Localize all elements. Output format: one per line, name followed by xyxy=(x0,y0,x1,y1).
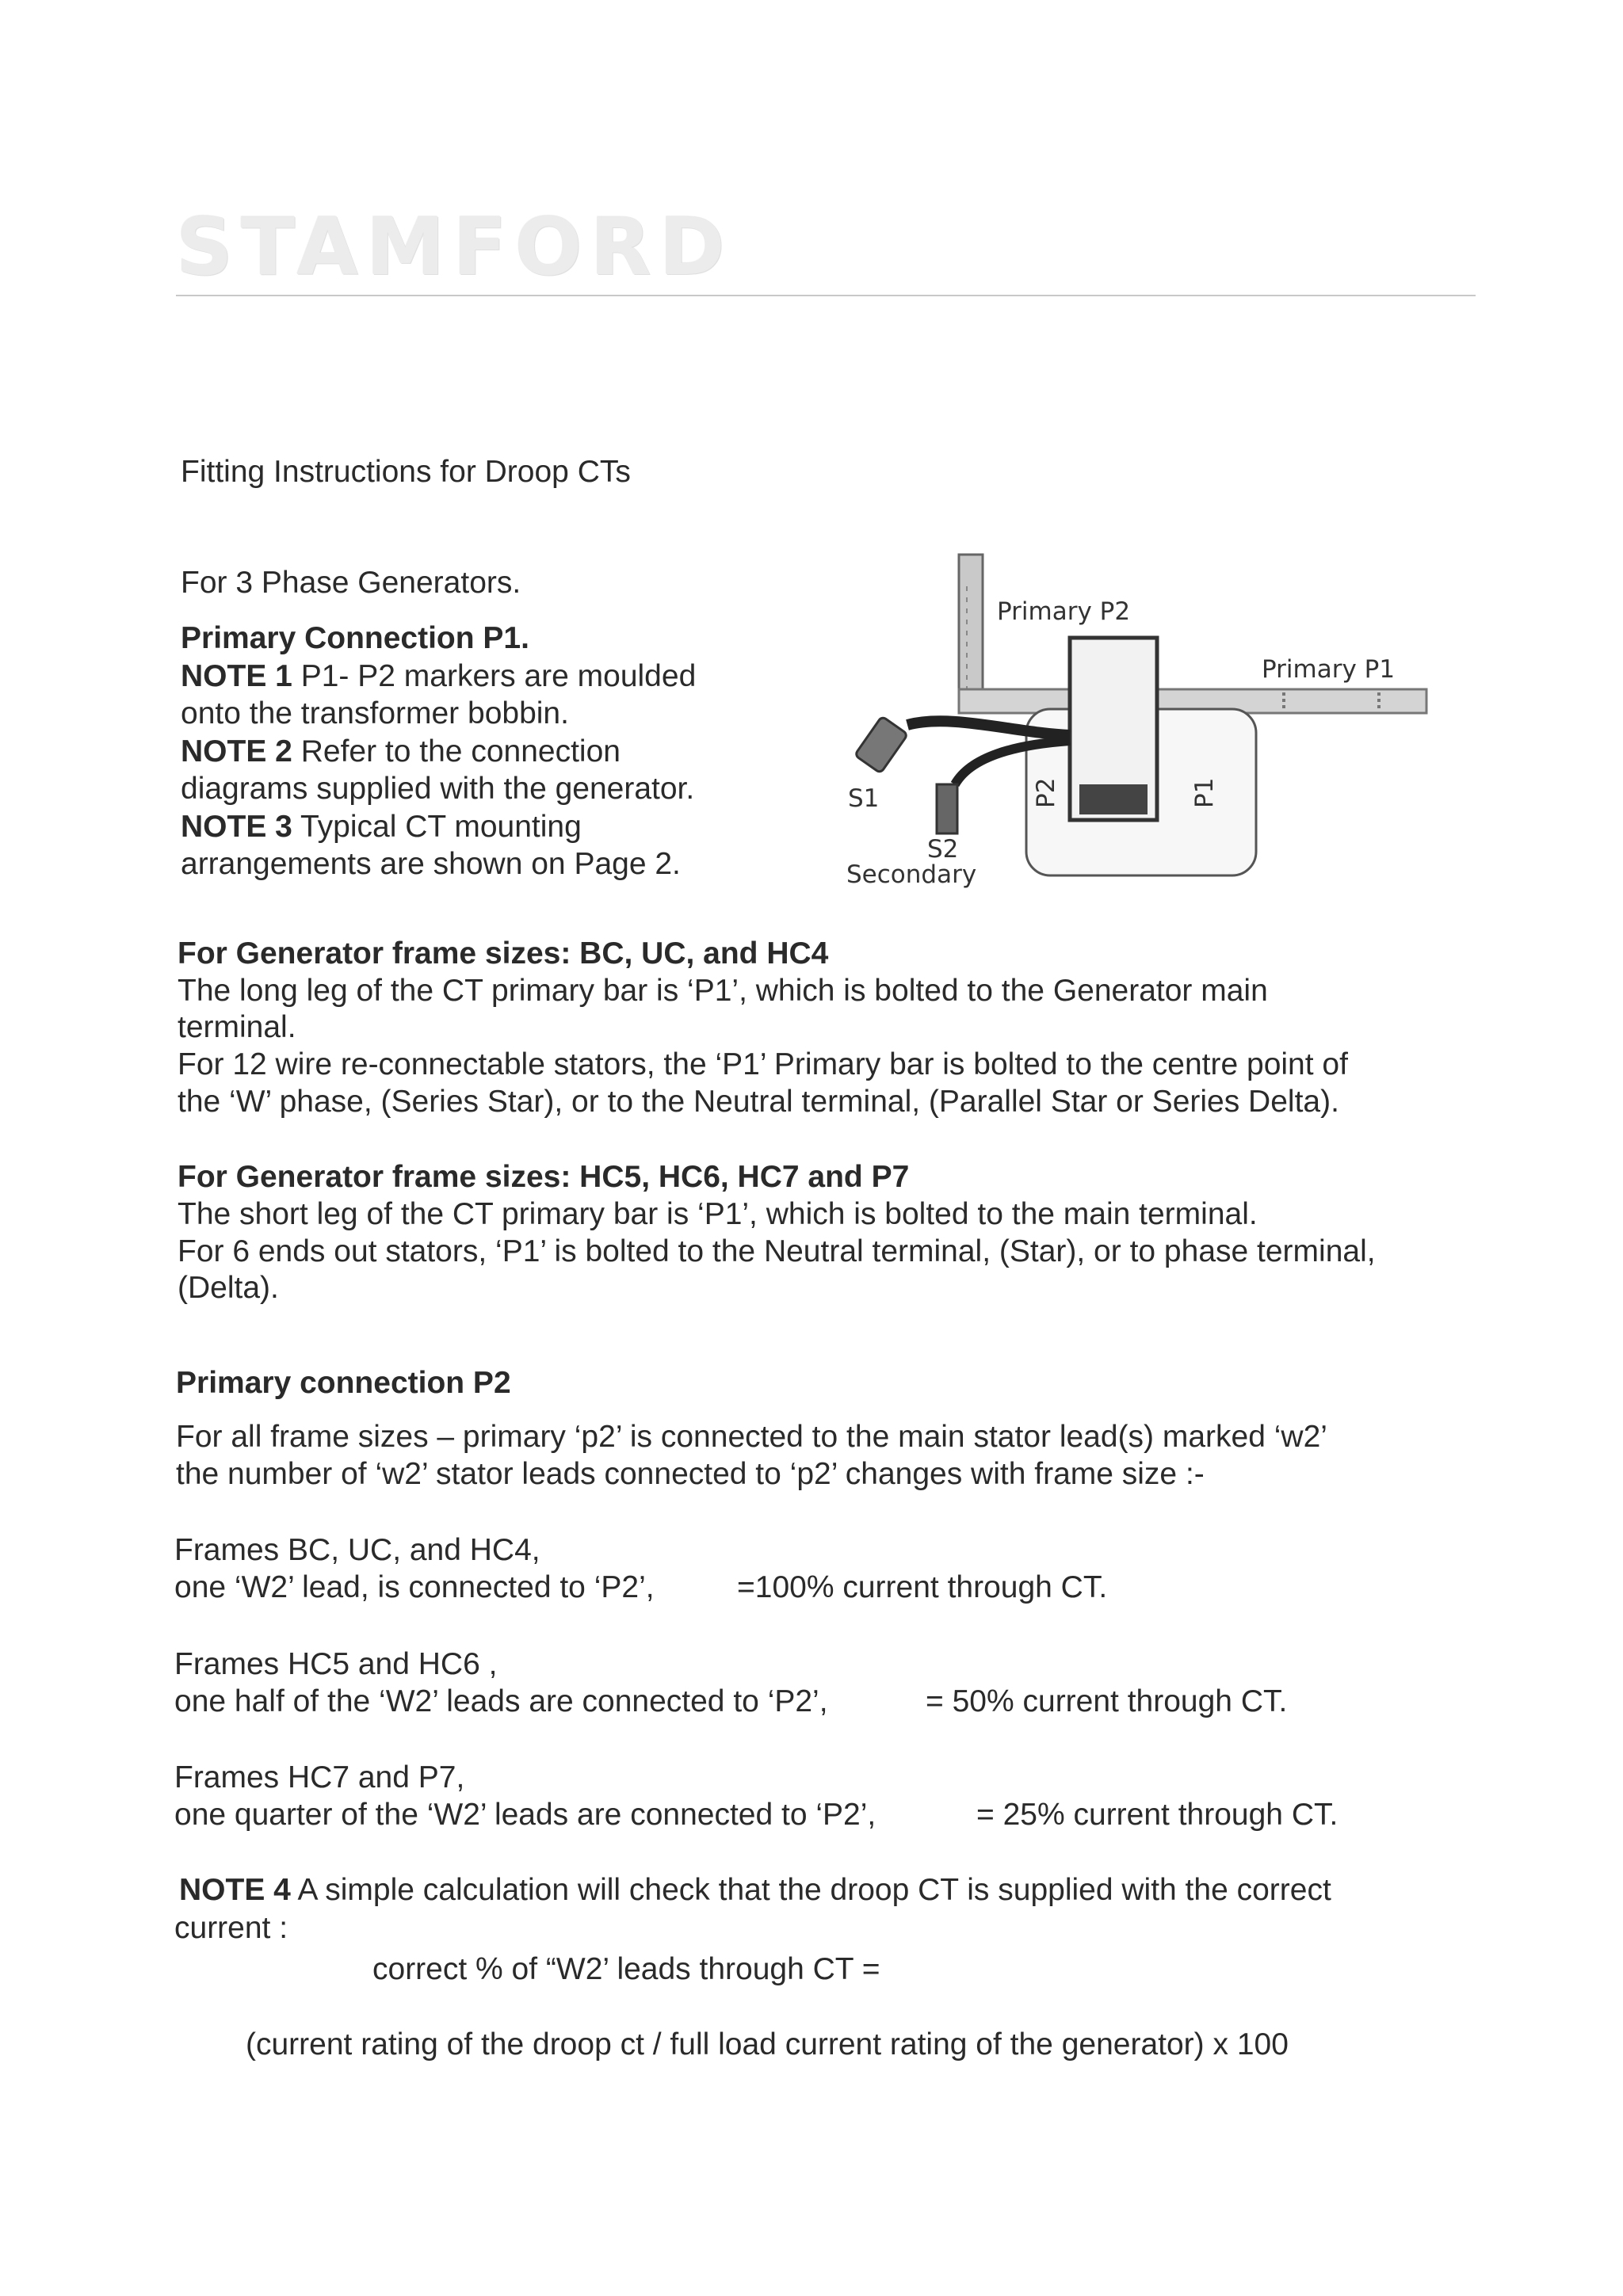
label-primary-p1: Primary P1 xyxy=(1262,655,1396,684)
s2-terminal xyxy=(937,784,957,833)
note-2-text: Refer to the connection xyxy=(292,734,621,769)
case-1-desc: one ‘W2’ lead, is connected to ‘P2’, xyxy=(174,1570,655,1604)
note-1-line-2: onto the transformer bobbin. xyxy=(181,696,569,730)
case-3-frames: Frames HC7 and P7, xyxy=(174,1760,465,1794)
note-2-label: NOTE 2 xyxy=(181,734,292,769)
formula-line-2: (current rating of the droop ct / full load current rating of the generator) x 100 xyxy=(246,2027,1289,2061)
header-rule xyxy=(176,295,1476,296)
frames-hc5-line-1: The short leg of the CT primary bar is ‘P1’, which is bolted to the main terminal. xyxy=(178,1197,1258,1231)
case-2-desc: one half of the ‘W2’ leads are connected to ‘P2’, xyxy=(174,1684,828,1718)
label-secondary: Secondary xyxy=(846,860,977,889)
note-3-line-2: arrangements are shown on Page 2. xyxy=(181,847,681,881)
note-2-line-2: diagrams supplied with the generator. xyxy=(181,772,695,806)
note-3-text: Typical CT mounting xyxy=(292,810,582,844)
frames-hc5-heading: For Generator frame sizes: HC5, HC6, HC7 and P7 xyxy=(178,1160,910,1194)
stamford-logo: STAMFORD xyxy=(176,200,733,293)
frames-bc-line-2: terminal. xyxy=(178,1010,296,1044)
label-s1: S1 xyxy=(848,784,880,813)
frames-bc-heading: For Generator frame sizes: BC, UC, and HC4 xyxy=(178,936,829,971)
note-1-label: NOTE 1 xyxy=(181,659,292,693)
s1-terminal xyxy=(854,716,907,773)
note-4-label: NOTE 4 xyxy=(179,1873,291,1907)
primary-p2-heading: Primary connection P2 xyxy=(176,1366,511,1400)
label-bobbin-p2: P2 xyxy=(1032,777,1060,808)
note-1 xyxy=(181,658,696,695)
label-bobbin-p1: P1 xyxy=(1190,777,1219,808)
case-3-result: = 25% current through CT. xyxy=(976,1798,1338,1832)
note-4-line-2: current : xyxy=(174,1911,288,1945)
case-1-frames: Frames BC, UC, and HC4, xyxy=(174,1533,540,1567)
note-3 xyxy=(181,808,582,845)
note-1-text: P1- P2 markers are moulded xyxy=(292,659,697,693)
formula-line-1: correct % of “W2’ leads through CT = xyxy=(372,1952,880,1986)
frames-hc5-line-3: (Delta). xyxy=(178,1271,279,1305)
droop-ct-diagram xyxy=(832,547,1434,899)
label-primary-p2: Primary P2 xyxy=(997,597,1131,626)
primary-p2-line-2: the number of ‘w2’ stator leads connected to ‘p2’ changes with frame size :- xyxy=(176,1457,1205,1491)
page-title: Fitting Instructions for Droop CTs xyxy=(181,455,631,489)
note-4-text: A simple calculation will check that the droop CT is supplied with the correct xyxy=(290,1873,1331,1907)
label-s2: S2 xyxy=(927,835,959,864)
primary-p1-heading: Primary Connection P1. xyxy=(181,621,529,655)
frames-hc5-line-2: For 6 ends out stators, ‘P1’ is bolted to the Neutral terminal, (Star), or to phase terminal, xyxy=(178,1234,1376,1268)
note-2 xyxy=(181,733,621,770)
frames-bc-line-4: the ‘W’ phase, (Series Star), or to the Neutral terminal, (Parallel Star or Series Delta). xyxy=(178,1085,1339,1119)
frames-bc-line-1: The long leg of the CT primary bar is ‘P1’, which is bolted to the Generator main xyxy=(178,974,1268,1008)
three-phase-heading: For 3 Phase Generators. xyxy=(181,566,521,600)
primary-p2-line-1: For all frame sizes – primary ‘p2’ is connected to the main stator lead(s) marked ‘w2’ xyxy=(176,1420,1327,1454)
case-3-desc: one quarter of the ‘W2’ leads are connected to ‘P2’, xyxy=(174,1798,876,1832)
case-1-result: =100% current through CT. xyxy=(737,1570,1108,1604)
note-3-label: NOTE 3 xyxy=(181,810,292,844)
frames-bc-line-3: For 12 wire re-connectable stators, the ‘P1’ Primary bar is bolted to the centre point of xyxy=(178,1047,1348,1081)
case-2-frames: Frames HC5 and HC6 , xyxy=(174,1647,498,1681)
note-4 xyxy=(179,1871,1331,1909)
case-2-result: = 50% current through CT. xyxy=(926,1684,1288,1718)
